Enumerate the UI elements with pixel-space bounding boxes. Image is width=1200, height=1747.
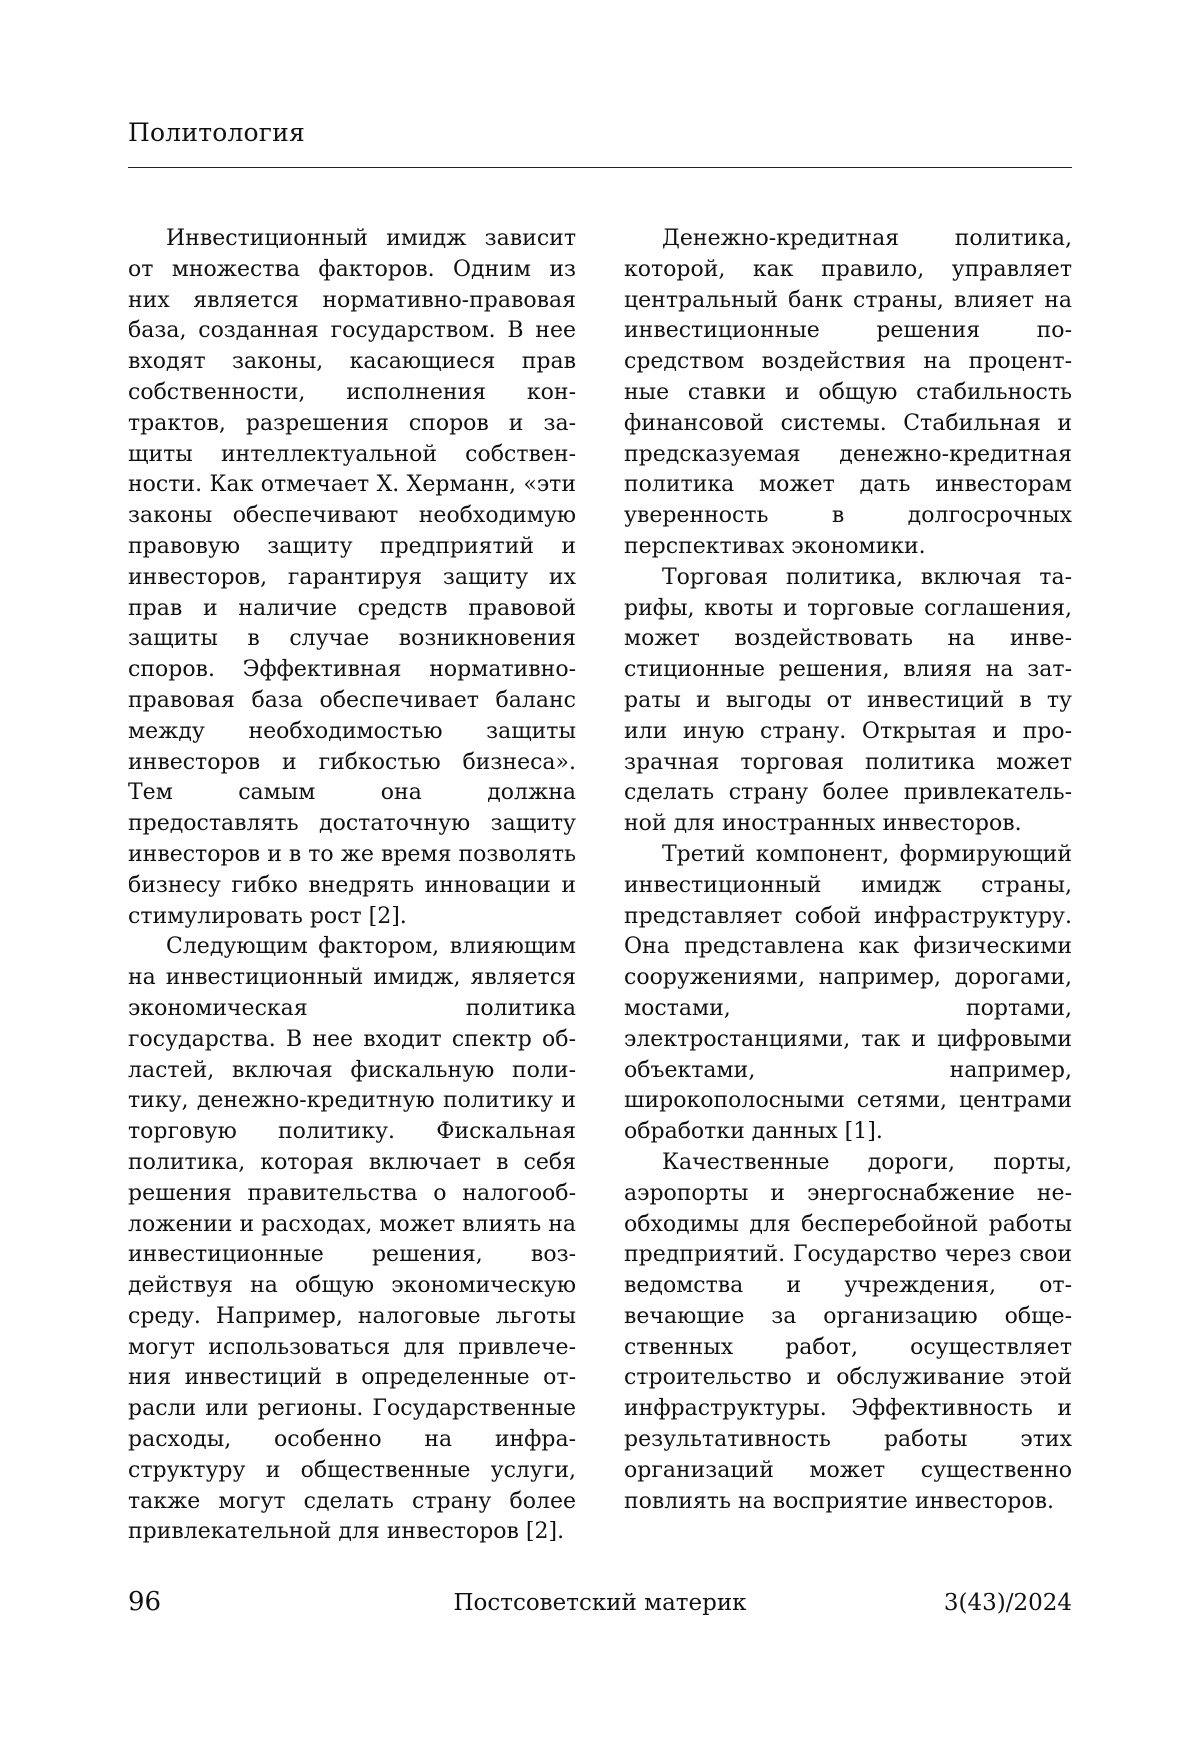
paragraph: Денежно-кредитная политика, которой, как правило, управляет центральный банк страны, влияет на инвестиционные решения посредством воздействия на процентные ставки и общую стабильность финансовой системы. Стабильная и предсказуемая денежно-кредитная политика может дать инвесторам уверенность в долгосрочных перспективах экономики.	[624, 226, 1072, 559]
paragraph: Качественные дороги, порты, аэропорты и энергоснабжение необходимы для бесперебойной работы предприятий. Государство через свои ведомства и учреждения, отвечающие за организацию общественных работ, осуществляет строительство и обслуживание этой инфраструктуры. Эффективность и результативность работы этих организаций может существенно повлиять на восприятие инвесторов.	[624, 1149, 1072, 1514]
page-number: 96	[128, 1587, 162, 1617]
paragraph: Торговая политика, включая тарифы, квоты и торговые соглашения, может воздействовать на инвестиционные решения, влияя на затраты и выгоды от инвестиций в ту или иную страну. Открытая и прозрачная торговая политика может сделать страну более привлекательной для иностранных инвесторов.	[624, 564, 1072, 837]
paragraph: Следующим фактором, влияющим на инвестиционный имидж, является экономическая политика государства. В нее входит спектр областей, включая фискальную политику, денежно-кредитную политику и торговую политику. Фискальная политика, которая включает в себя решения правительства о налогообложении и расходах, может влиять на инвестиционные решения, воздействуя на общую экономическую среду. Например, налоговые льготы могут использоваться для привлечения инвестиций в определенные отрасли или регионы. Государственные расходы, особенно на инфраструктуру и общественные услуги, также могут сделать страну более привлекательной для инвесторов [2].	[128, 934, 576, 1545]
issue-number: 3(43)/2024	[943, 1590, 1072, 1616]
journal-name: Постсоветский материк	[453, 1590, 747, 1616]
section-title: Политология	[128, 118, 305, 147]
right-column	[624, 224, 1072, 1517]
paragraph: Третий компонент, формирующий инвестиционный имидж страны, представляет собой инфраструктуру. Она представлена как физическими сооружениями, например, дорогами, мостами, портами, электростанциями, так и цифровыми объектами, например, широкополосными сетями, центрами обработки данных [1].	[624, 841, 1072, 1145]
header-divider	[128, 167, 1072, 168]
left-column	[128, 224, 576, 1548]
paragraph: Инвестиционный имидж зависит от множества факторов. Одним из них является нормативно-правовая база, созданная государством. В нее входят законы, касающиеся прав собственности, исполнения контрактов, разрешения споров и защиты интеллектуальной собственности. Как отмечает Х. Херманн, «эти законы обеспечивают необходимую правовую защиту предприятий и инвесторов, гарантируя защиту их прав и наличие средств правовой защиты в случае возникновения споров. Эффективная нормативно-правовая база обеспечивает баланс между необходимостью защиты инвесторов и гибкостью бизнеса». Тем самым она должна предоставлять достаточную защиту инвесторов и в то же время позволять бизнесу гибко внедрять инновации и стимулировать рост [2].	[128, 226, 576, 929]
